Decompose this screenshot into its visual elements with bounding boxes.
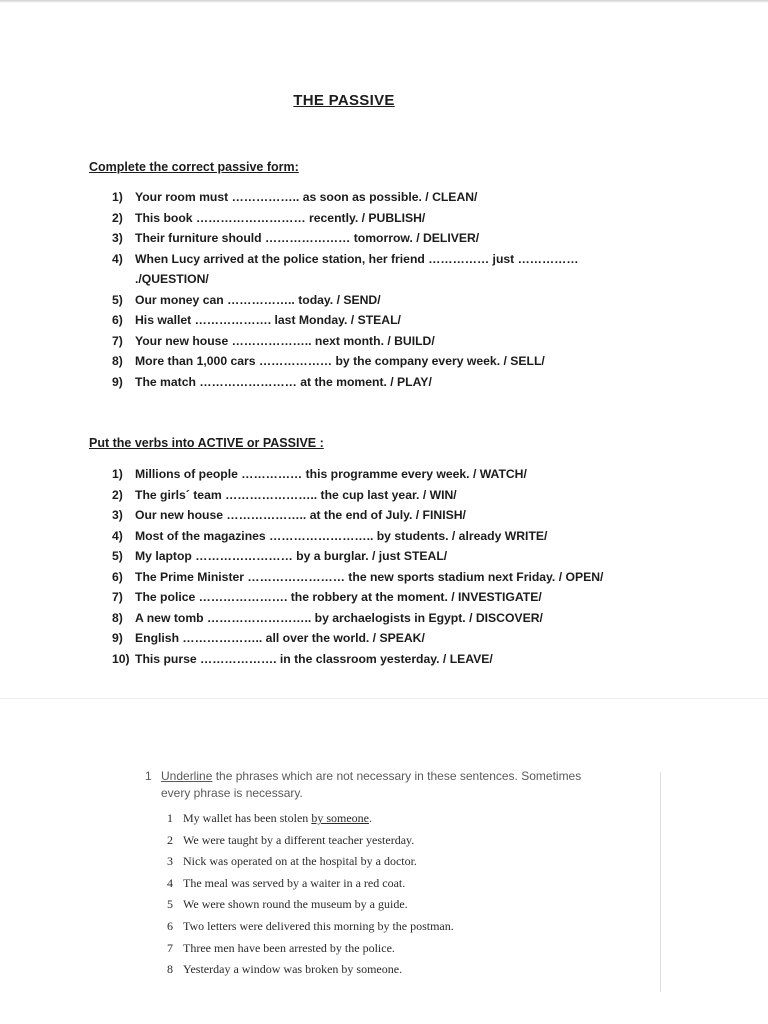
list-item xyxy=(112,187,579,208)
item-number: 8) xyxy=(112,354,123,368)
list-item xyxy=(112,608,603,629)
item-number: 6) xyxy=(112,313,123,327)
item-text: My laptop …………………… by a burglar. / just STEAL/ xyxy=(135,549,448,563)
list-item xyxy=(145,873,645,895)
list-item xyxy=(145,808,645,830)
scan-edge xyxy=(0,0,768,3)
item-number: 8 xyxy=(167,962,173,977)
item-text: Your room must …………….. as soon as possible. / CLEAN/ xyxy=(135,190,478,204)
page-fold-line xyxy=(0,698,768,699)
list-item xyxy=(145,938,645,960)
item-text: Our money can …………….. today. / SEND/ xyxy=(135,292,381,307)
item-number: 7 xyxy=(167,940,173,955)
section2-list xyxy=(112,464,603,669)
list-item xyxy=(112,649,603,670)
item-number: 10) xyxy=(112,651,130,666)
item-text: We were taught by a different teacher yesterday. xyxy=(183,832,415,847)
item-text: Millions of people …………… this programme every week. / WATCH/ xyxy=(135,467,527,481)
list-item xyxy=(112,310,579,331)
textbook-margin-line xyxy=(660,772,661,992)
section1-list xyxy=(112,187,579,392)
item-text: The girls´ team ………………….. the cup last year. / WIN/ xyxy=(135,487,457,502)
list-item xyxy=(112,567,603,588)
list-item xyxy=(145,894,645,916)
item-text: His wallet ………………. last Monday. / STEAL/ xyxy=(135,313,401,327)
item-number: 1 xyxy=(167,811,173,825)
item-number: 3 xyxy=(167,854,173,869)
item-number: 6 xyxy=(167,918,173,933)
list-item xyxy=(112,372,579,393)
item-number: 5) xyxy=(112,292,123,307)
item-text: This book ……………………… recently. / PUBLISH/ xyxy=(135,210,426,225)
section2-heading: Put the verbs into ACTIVE or PASSIVE : xyxy=(89,436,324,450)
item-number: 1) xyxy=(112,467,123,481)
item-text: The police …………………. the robbery at the moment. / INVESTIGATE/ xyxy=(135,590,542,604)
exercise-instruction xyxy=(145,768,645,802)
item-number: 6) xyxy=(112,569,123,584)
item-text: The Prime Minister …………………… the new sports stadium next Friday. / OPEN/ xyxy=(135,569,604,584)
list-item xyxy=(112,628,603,649)
list-item xyxy=(112,526,603,547)
exercise-number: 1 xyxy=(145,769,152,783)
item-text: When Lucy arrived at the police station, her friend …………… just …………… xyxy=(135,251,579,266)
item-continuation: ./QUESTION/ xyxy=(135,272,209,286)
item-number: 2 xyxy=(167,832,173,847)
list-item xyxy=(112,228,579,249)
item-number: 1) xyxy=(112,190,123,204)
item-text: More than 1,000 cars ……………… by the company every week. / SELL/ xyxy=(135,354,545,368)
item-number: 3) xyxy=(112,231,123,245)
list-item xyxy=(145,916,645,938)
item-text-end: . xyxy=(368,811,372,825)
item-number: 5) xyxy=(112,549,123,563)
item-text: Yesterday a window was broken by someone. xyxy=(183,962,403,977)
item-text: My wallet has been stolen xyxy=(183,811,312,825)
item-text: The match …………………… at the moment. / PLAY/ xyxy=(135,374,432,389)
item-text: English ……………….. all over the world. / SPEAK/ xyxy=(135,631,425,645)
list-item xyxy=(145,851,645,873)
item-number: 9) xyxy=(112,631,123,645)
item-underlined-phrase: by someone xyxy=(311,811,369,825)
item-text: Three men have been arrested by the police. xyxy=(183,940,395,955)
item-text: Our new house ……………….. at the end of July. / FINISH/ xyxy=(135,508,466,522)
item-text: We were shown round the museum by a guide. xyxy=(183,897,408,912)
item-number: 2) xyxy=(112,210,123,225)
list-item xyxy=(112,208,579,229)
item-number: 2) xyxy=(112,487,123,502)
item-number: 7) xyxy=(112,590,123,604)
item-number: 9) xyxy=(112,374,123,389)
list-item xyxy=(112,485,603,506)
item-text: Your new house ……………….. next month. / BUILD/ xyxy=(135,333,435,348)
item-number: 3) xyxy=(112,508,123,522)
item-text: Two letters were delivered this morning by the postman. xyxy=(183,918,454,933)
list-item xyxy=(112,587,603,608)
item-text: Most of the magazines …………………….. by students. / already WRITE/ xyxy=(135,528,548,543)
item-number: 7) xyxy=(112,333,123,348)
item-number: 4 xyxy=(167,875,173,890)
list-item xyxy=(112,331,579,352)
list-item xyxy=(145,830,645,852)
item-number: 4) xyxy=(112,528,123,543)
item-text: A new tomb …………………….. by archaelogists in Egypt. / DISCOVER/ xyxy=(135,610,543,625)
list-item xyxy=(112,546,603,567)
list-item xyxy=(112,290,579,311)
textbook-exercise xyxy=(145,768,645,981)
list-item xyxy=(112,505,603,526)
section1-heading: Complete the correct passive form: xyxy=(89,160,299,174)
exercise-sentences xyxy=(145,808,645,981)
item-number: 8) xyxy=(112,610,123,625)
item-text: Nick was operated on at the hospital by a doctor. xyxy=(183,854,417,869)
item-number: 5 xyxy=(167,897,173,912)
page-title: THE PASSIVE xyxy=(293,92,395,109)
item-text: The meal was served by a waiter in a red coat. xyxy=(183,875,406,890)
instruction-text: the phrases which are not necessary in these sentences. Sometimes xyxy=(212,769,582,783)
list-item xyxy=(145,959,645,981)
item-text: Their furniture should ………………… tomorrow. / DELIVER/ xyxy=(135,231,480,245)
item-number: 4) xyxy=(112,251,123,266)
instruction-continuation: every phrase is necessary. xyxy=(161,786,303,800)
item-text: This purse ………………. in the classroom yesterday. / LEAVE/ xyxy=(135,651,493,666)
list-item xyxy=(112,249,579,290)
list-item xyxy=(112,351,579,372)
instruction-underlined-word: Underline xyxy=(161,769,213,783)
list-item xyxy=(112,464,603,485)
